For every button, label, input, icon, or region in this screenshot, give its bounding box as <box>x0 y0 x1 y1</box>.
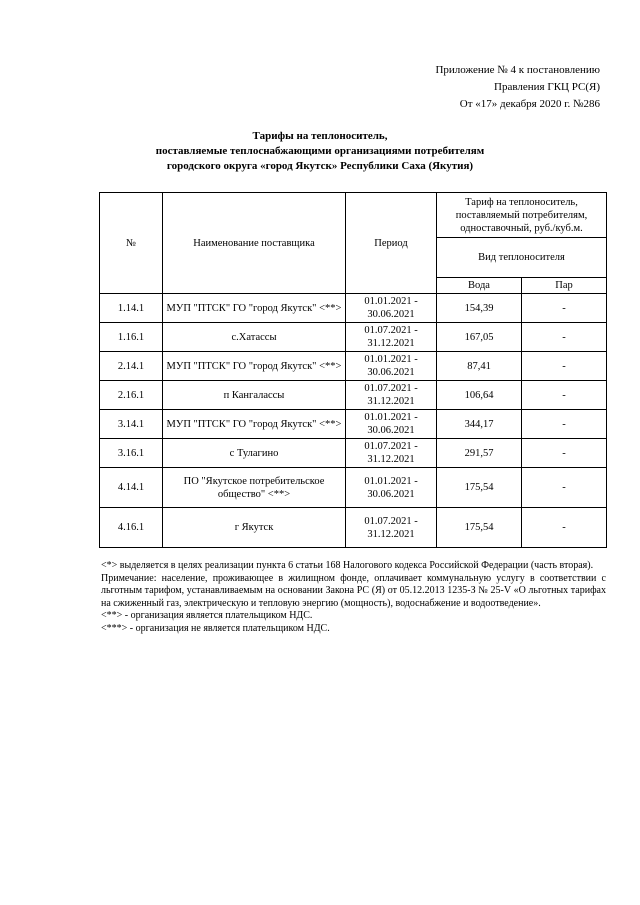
row-period: 01.01.2021 - 30.06.2021 <box>346 410 437 439</box>
document-header <box>435 62 600 113</box>
footnotes <box>101 560 606 636</box>
supplier-locality: г Якутск <box>163 508 346 548</box>
steam-tariff: - <box>522 294 607 323</box>
water-tariff: 154,39 <box>437 294 522 323</box>
water-tariff: 175,54 <box>437 508 522 548</box>
water-tariff: 87,41 <box>437 352 522 381</box>
row-number: 1.16.1 <box>100 323 163 352</box>
header-supplier: Наименование поставщика <box>163 193 346 294</box>
steam-tariff: - <box>522 508 607 548</box>
table-row <box>100 410 607 439</box>
supplier-name: МУП "ПТСК" ГО "город Якутск" <**> <box>163 294 346 323</box>
title-line-1: Тарифы на теплоноситель, <box>252 130 388 142</box>
steam-tariff: - <box>522 468 607 508</box>
table-row <box>100 508 607 548</box>
supplier-locality: п Кангалассы <box>163 381 346 410</box>
row-period: 01.07.2021 - 31.12.2021 <box>346 439 437 468</box>
water-tariff: 106,64 <box>437 381 522 410</box>
row-period: 01.01.2021 - 30.06.2021 <box>346 468 437 508</box>
supplier-name: МУП "ПТСК" ГО "город Якутск" <**> <box>163 352 346 381</box>
steam-tariff: - <box>522 410 607 439</box>
header-water: Вода <box>437 278 522 294</box>
header-type: Вид теплоносителя <box>437 238 607 278</box>
row-number: 4.14.1 <box>100 468 163 508</box>
row-number: 2.14.1 <box>100 352 163 381</box>
table-row <box>100 381 607 410</box>
supplier-locality: с Тулагино <box>163 439 346 468</box>
row-period: 01.07.2021 - 31.12.2021 <box>346 508 437 548</box>
water-tariff: 344,17 <box>437 410 522 439</box>
tariff-table <box>99 192 607 548</box>
row-period: 01.07.2021 - 31.12.2021 <box>346 381 437 410</box>
header-line-3: От «17» декабря 2020 г. №286 <box>459 98 600 110</box>
title-line-2: поставляемые теплоснабжающими организациями потребителям <box>155 145 485 157</box>
row-number: 3.14.1 <box>100 410 163 439</box>
footnote-vat-payer: <**> - организация является плательщиком НДС. <box>101 610 313 622</box>
footnote-vat-allocation: <*> выделяется в целях реализации пункта 6 статьи 168 Налогового кодекса Российской Федерации (часть вторая). <box>101 560 594 571</box>
row-period: 01.01.2021 - 30.06.2021 <box>346 294 437 323</box>
row-period: 01.07.2021 - 31.12.2021 <box>346 323 437 352</box>
steam-tariff: - <box>522 439 607 468</box>
water-tariff: 167,05 <box>437 323 522 352</box>
title-line-3: городского округа «город Якутск» Республики Саха (Якутия) <box>166 160 474 172</box>
table-row <box>100 352 607 381</box>
header-no: № <box>100 193 163 294</box>
row-period: 01.01.2021 - 30.06.2021 <box>346 352 437 381</box>
footnote-non-vat-payer: <***> - организация не является плательщиком НДС. <box>101 622 330 634</box>
row-number: 4.16.1 <box>100 508 163 548</box>
supplier-name: ПО "Якутское потребительское общество" <**> <box>163 468 346 508</box>
header-steam: Пар <box>522 278 607 294</box>
steam-tariff: - <box>522 352 607 381</box>
header-period: Период <box>346 193 437 294</box>
row-number: 3.16.1 <box>100 439 163 468</box>
steam-tariff: - <box>522 323 607 352</box>
steam-tariff: - <box>522 381 607 410</box>
supplier-name: МУП "ПТСК" ГО "город Якутск" <**> <box>163 410 346 439</box>
footnote-population-note: Примечание: население, проживающее в жилищном фонде, оплачивает коммунальную услугу в соответствии с льготным тарифом, устанавливаемым на основании Закона РС (Я) от 05.12.2013 1235-З № 25-V «О льготных тарифах на сжиженный газ, электрическую и тепловую энергию (мощность), водоснабжение и водоотведение». <box>101 572 606 609</box>
table-row <box>100 294 607 323</box>
table-row <box>100 323 607 352</box>
document-title <box>0 129 640 174</box>
water-tariff: 175,54 <box>437 468 522 508</box>
water-tariff: 291,57 <box>437 439 522 468</box>
header-tariff: Тариф на теплоноситель, поставляемый потребителям, одноставочный, руб./куб.м. <box>437 193 607 238</box>
header-line-1: Приложение № 4 к постановлению <box>435 64 600 76</box>
table-row <box>100 468 607 508</box>
row-number: 1.14.1 <box>100 294 163 323</box>
supplier-locality: с.Хатассы <box>163 323 346 352</box>
table-row <box>100 439 607 468</box>
row-number: 2.16.1 <box>100 381 163 410</box>
header-line-2: Правления ГКЦ РС(Я) <box>494 81 600 93</box>
